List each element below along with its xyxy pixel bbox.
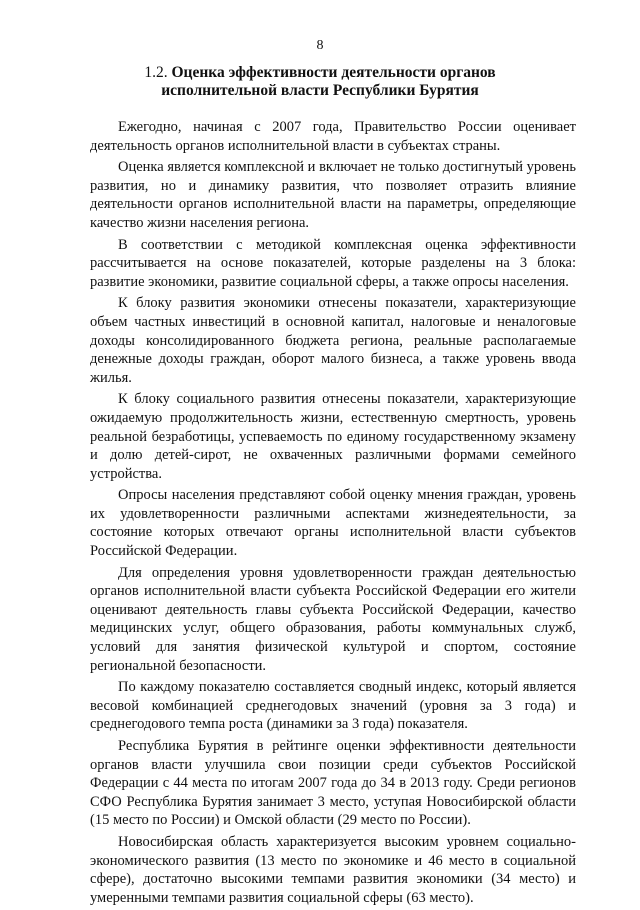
- paragraph: Оценка является комплексной и включает не только достигнутый уровень развития, но и динамику развития, что позволяет отразить влияние деятельности органов исполнительной власти на параметры, определяющие качество жизни населения региона.: [90, 159, 576, 231]
- section-title-part-2: исполнительной власти Республики Бурятия: [161, 82, 479, 99]
- paragraph: В соответствии с методикой комплексная оценка эффективности рассчитывается на основе показателей, которые разделены на 3 блока: развитие экономики, развитие социальной сферы, а также опросы населения.: [90, 236, 576, 290]
- paragraph: К блоку социального развития отнесены показатели, характеризующие ожидаемую продолжительность жизни, естественную смертность, уровень реальной безработицы, успеваемость по единому государственному экзамену и долю детей-сирот, не охваченных различными формами семейного устройства.: [90, 391, 576, 482]
- paragraph: Республика Бурятия в рейтинге оценки эффективности деятельности органов власти улучшила свои позиции среди субъектов Российской Федерации с 44 места по итогам 2007 года до 34 в 2013 году. Среди регионов СФО Республика Бурятия занимает 3 место, уступая Новосибирской области (15 место по России) и Омской области (29 место по России).: [90, 738, 576, 829]
- paragraph: К блоку развития экономики отнесены показатели, характеризующие объем частных инвестиций в основной капитал, налоговые и неналоговые доходы консолидированного бюджета региона, реальные располагаемые денежные доходы граждан, оборот малого бизнеса, а также уровень ввода жилья.: [90, 295, 576, 386]
- paragraph: Опросы населения представляют собой оценку мнения граждан, уровень их удовлетворенности различными аспектами жизнедеятельности, за состояние которых отвечают органы исполнительной власти субъектов Российской Федерации.: [90, 487, 576, 560]
- page-number: 8: [316, 38, 324, 53]
- paragraph: По каждому показателю составляется сводный индекс, который является весовой комбинацией среднегодовых значений (уровня за 3 года) и среднегодового темпа роста (динамики за 3 года) показателя.: [90, 679, 576, 733]
- section-title-part-1: Оценка эффективности деятельности органов: [171, 64, 496, 81]
- paragraph: Новосибирская область характеризуется высоким уровнем социально-экономического развития (13 место по экономике и 46 место в социальной сфере), достаточно высокими темпами развития экономики (34 место) и умеренными темпами развития социальной сферы (63 место).: [90, 833, 576, 906]
- paragraph: Ежегодно, начиная с 2007 года, Правительство России оценивает деятельность органов исполнительной власти в субъектах страны.: [90, 119, 576, 154]
- body-text: [90, 118, 576, 910]
- section-number: 1.2.: [144, 64, 168, 81]
- section-heading: [0, 64, 640, 100]
- paragraph: Для определения уровня удовлетворенности граждан деятельностью органов исполнительной власти субъекта Российской Федерации его жители оценивают деятельность главы субъекта Российской Федерации, качество медицинских услуг, общего образования, работы коммунальных служб, условий для занятия физической культурой и спортом, состояние региональной безопасности.: [90, 564, 576, 674]
- section-heading-line-1: [0, 64, 640, 82]
